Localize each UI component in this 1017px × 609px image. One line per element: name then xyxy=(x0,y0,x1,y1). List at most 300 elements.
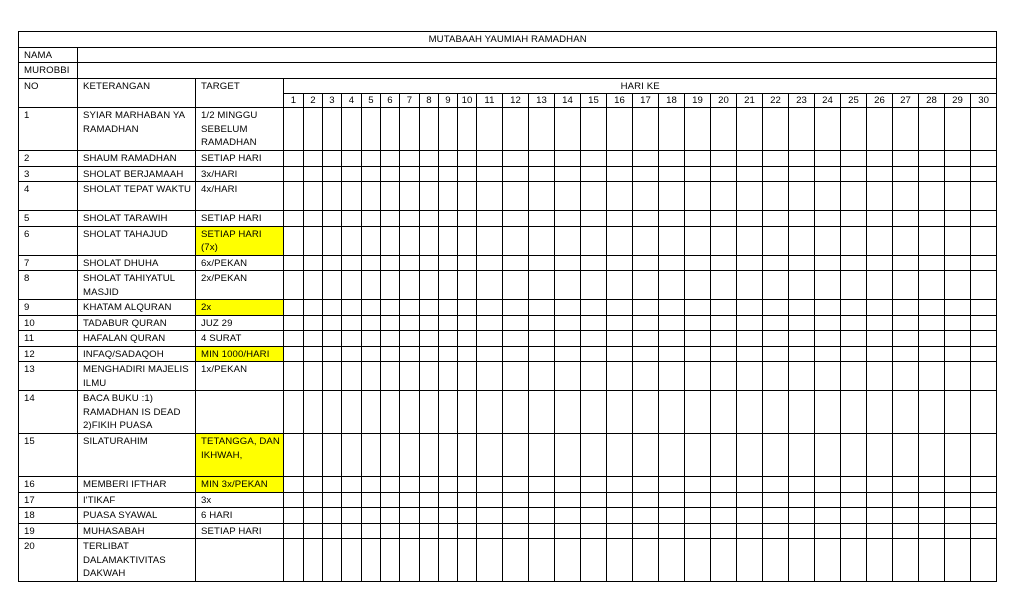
day-check-cell[interactable] xyxy=(633,362,659,391)
day-check-cell[interactable] xyxy=(815,539,841,582)
day-check-cell[interactable] xyxy=(867,508,893,524)
day-check-cell[interactable] xyxy=(555,434,581,477)
day-check-cell[interactable] xyxy=(763,182,789,211)
day-check-cell[interactable] xyxy=(381,346,400,362)
day-check-cell[interactable] xyxy=(737,166,763,182)
day-check-cell[interactable] xyxy=(945,151,971,167)
day-check-cell[interactable] xyxy=(971,523,997,539)
day-check-cell[interactable] xyxy=(304,391,323,434)
day-check-cell[interactable] xyxy=(400,315,420,331)
day-check-cell[interactable] xyxy=(284,182,304,211)
day-check-cell[interactable] xyxy=(763,315,789,331)
day-check-cell[interactable] xyxy=(893,362,919,391)
day-check-cell[interactable] xyxy=(581,151,607,167)
day-check-cell[interactable] xyxy=(529,492,555,508)
day-check-cell[interactable] xyxy=(867,300,893,316)
day-check-cell[interactable] xyxy=(737,271,763,300)
day-check-cell[interactable] xyxy=(362,434,381,477)
day-check-cell[interactable] xyxy=(555,151,581,167)
day-check-cell[interactable] xyxy=(815,523,841,539)
day-check-cell[interactable] xyxy=(867,331,893,347)
day-check-cell[interactable] xyxy=(503,492,529,508)
day-check-cell[interactable] xyxy=(439,300,458,316)
day-check-cell[interactable] xyxy=(477,492,503,508)
day-check-cell[interactable] xyxy=(420,492,439,508)
day-check-cell[interactable] xyxy=(737,331,763,347)
day-check-cell[interactable] xyxy=(529,523,555,539)
day-check-cell[interactable] xyxy=(867,434,893,477)
day-check-cell[interactable] xyxy=(971,255,997,271)
day-check-cell[interactable] xyxy=(581,315,607,331)
day-check-cell[interactable] xyxy=(711,182,737,211)
day-check-cell[interactable] xyxy=(971,508,997,524)
day-check-cell[interactable] xyxy=(381,362,400,391)
day-check-cell[interactable] xyxy=(362,523,381,539)
day-check-cell[interactable] xyxy=(893,477,919,493)
day-check-cell[interactable] xyxy=(711,331,737,347)
day-check-cell[interactable] xyxy=(581,182,607,211)
day-check-cell[interactable] xyxy=(607,434,633,477)
day-check-cell[interactable] xyxy=(529,315,555,331)
day-check-cell[interactable] xyxy=(893,492,919,508)
day-check-cell[interactable] xyxy=(400,346,420,362)
day-check-cell[interactable] xyxy=(342,492,362,508)
day-check-cell[interactable] xyxy=(284,508,304,524)
day-check-cell[interactable] xyxy=(581,477,607,493)
day-check-cell[interactable] xyxy=(815,492,841,508)
day-check-cell[interactable] xyxy=(607,166,633,182)
day-check-cell[interactable] xyxy=(284,434,304,477)
day-check-cell[interactable] xyxy=(659,108,685,151)
day-check-cell[interactable] xyxy=(362,300,381,316)
day-check-cell[interactable] xyxy=(607,492,633,508)
day-check-cell[interactable] xyxy=(420,255,439,271)
day-check-cell[interactable] xyxy=(945,300,971,316)
murobbi-value[interactable] xyxy=(78,63,997,79)
day-check-cell[interactable] xyxy=(400,182,420,211)
day-check-cell[interactable] xyxy=(789,477,815,493)
day-check-cell[interactable] xyxy=(919,346,945,362)
day-check-cell[interactable] xyxy=(342,331,362,347)
day-check-cell[interactable] xyxy=(555,492,581,508)
day-check-cell[interactable] xyxy=(711,492,737,508)
day-check-cell[interactable] xyxy=(633,151,659,167)
day-check-cell[interactable] xyxy=(323,151,342,167)
day-check-cell[interactable] xyxy=(304,182,323,211)
day-check-cell[interactable] xyxy=(685,391,711,434)
day-check-cell[interactable] xyxy=(323,391,342,434)
day-check-cell[interactable] xyxy=(362,166,381,182)
day-check-cell[interactable] xyxy=(867,211,893,227)
day-check-cell[interactable] xyxy=(400,434,420,477)
day-check-cell[interactable] xyxy=(342,300,362,316)
day-check-cell[interactable] xyxy=(555,508,581,524)
day-check-cell[interactable] xyxy=(607,255,633,271)
day-check-cell[interactable] xyxy=(789,508,815,524)
day-check-cell[interactable] xyxy=(420,362,439,391)
day-check-cell[interactable] xyxy=(323,508,342,524)
day-check-cell[interactable] xyxy=(841,492,867,508)
day-check-cell[interactable] xyxy=(581,539,607,582)
day-check-cell[interactable] xyxy=(581,108,607,151)
day-check-cell[interactable] xyxy=(815,508,841,524)
day-check-cell[interactable] xyxy=(971,362,997,391)
day-check-cell[interactable] xyxy=(633,492,659,508)
day-check-cell[interactable] xyxy=(342,255,362,271)
day-check-cell[interactable] xyxy=(581,331,607,347)
day-check-cell[interactable] xyxy=(633,434,659,477)
day-check-cell[interactable] xyxy=(945,477,971,493)
day-check-cell[interactable] xyxy=(420,523,439,539)
day-check-cell[interactable] xyxy=(323,523,342,539)
day-check-cell[interactable] xyxy=(362,492,381,508)
day-check-cell[interactable] xyxy=(362,539,381,582)
day-check-cell[interactable] xyxy=(581,255,607,271)
day-check-cell[interactable] xyxy=(439,255,458,271)
name-value[interactable] xyxy=(78,47,997,63)
day-check-cell[interactable] xyxy=(503,182,529,211)
day-check-cell[interactable] xyxy=(919,300,945,316)
day-check-cell[interactable] xyxy=(919,508,945,524)
day-check-cell[interactable] xyxy=(711,391,737,434)
day-check-cell[interactable] xyxy=(659,477,685,493)
day-check-cell[interactable] xyxy=(945,315,971,331)
day-check-cell[interactable] xyxy=(971,300,997,316)
day-check-cell[interactable] xyxy=(737,226,763,255)
day-check-cell[interactable] xyxy=(763,226,789,255)
day-check-cell[interactable] xyxy=(529,211,555,227)
day-check-cell[interactable] xyxy=(420,508,439,524)
day-check-cell[interactable] xyxy=(763,151,789,167)
day-check-cell[interactable] xyxy=(841,315,867,331)
day-check-cell[interactable] xyxy=(342,391,362,434)
day-check-cell[interactable] xyxy=(633,523,659,539)
day-check-cell[interactable] xyxy=(381,315,400,331)
day-check-cell[interactable] xyxy=(711,346,737,362)
day-check-cell[interactable] xyxy=(789,151,815,167)
day-check-cell[interactable] xyxy=(815,226,841,255)
day-check-cell[interactable] xyxy=(581,492,607,508)
day-check-cell[interactable] xyxy=(737,151,763,167)
day-check-cell[interactable] xyxy=(815,331,841,347)
day-check-cell[interactable] xyxy=(529,508,555,524)
day-check-cell[interactable] xyxy=(284,211,304,227)
day-check-cell[interactable] xyxy=(633,391,659,434)
day-check-cell[interactable] xyxy=(503,508,529,524)
day-check-cell[interactable] xyxy=(737,346,763,362)
day-check-cell[interactable] xyxy=(400,166,420,182)
day-check-cell[interactable] xyxy=(789,300,815,316)
day-check-cell[interactable] xyxy=(633,226,659,255)
day-check-cell[interactable] xyxy=(607,346,633,362)
day-check-cell[interactable] xyxy=(685,108,711,151)
day-check-cell[interactable] xyxy=(581,523,607,539)
day-check-cell[interactable] xyxy=(400,508,420,524)
day-check-cell[interactable] xyxy=(323,331,342,347)
day-check-cell[interactable] xyxy=(420,166,439,182)
day-check-cell[interactable] xyxy=(659,166,685,182)
day-check-cell[interactable] xyxy=(685,434,711,477)
day-check-cell[interactable] xyxy=(439,151,458,167)
day-check-cell[interactable] xyxy=(304,255,323,271)
day-check-cell[interactable] xyxy=(711,477,737,493)
day-check-cell[interactable] xyxy=(685,508,711,524)
day-check-cell[interactable] xyxy=(789,523,815,539)
day-check-cell[interactable] xyxy=(919,477,945,493)
day-check-cell[interactable] xyxy=(439,362,458,391)
day-check-cell[interactable] xyxy=(841,477,867,493)
day-check-cell[interactable] xyxy=(737,300,763,316)
day-check-cell[interactable] xyxy=(323,315,342,331)
day-check-cell[interactable] xyxy=(439,108,458,151)
day-check-cell[interactable] xyxy=(893,271,919,300)
day-check-cell[interactable] xyxy=(815,300,841,316)
day-check-cell[interactable] xyxy=(477,315,503,331)
day-check-cell[interactable] xyxy=(789,271,815,300)
day-check-cell[interactable] xyxy=(789,211,815,227)
day-check-cell[interactable] xyxy=(400,331,420,347)
day-check-cell[interactable] xyxy=(659,315,685,331)
day-check-cell[interactable] xyxy=(304,315,323,331)
day-check-cell[interactable] xyxy=(477,477,503,493)
day-check-cell[interactable] xyxy=(458,492,477,508)
day-check-cell[interactable] xyxy=(477,151,503,167)
day-check-cell[interactable] xyxy=(439,523,458,539)
day-check-cell[interactable] xyxy=(737,492,763,508)
day-check-cell[interactable] xyxy=(458,346,477,362)
day-check-cell[interactable] xyxy=(323,477,342,493)
day-check-cell[interactable] xyxy=(841,255,867,271)
day-check-cell[interactable] xyxy=(458,434,477,477)
day-check-cell[interactable] xyxy=(503,523,529,539)
day-check-cell[interactable] xyxy=(581,346,607,362)
day-check-cell[interactable] xyxy=(362,362,381,391)
day-check-cell[interactable] xyxy=(555,166,581,182)
day-check-cell[interactable] xyxy=(342,211,362,227)
day-check-cell[interactable] xyxy=(323,434,342,477)
day-check-cell[interactable] xyxy=(867,315,893,331)
day-check-cell[interactable] xyxy=(659,211,685,227)
day-check-cell[interactable] xyxy=(477,539,503,582)
day-check-cell[interactable] xyxy=(458,331,477,347)
day-check-cell[interactable] xyxy=(633,255,659,271)
day-check-cell[interactable] xyxy=(477,523,503,539)
day-check-cell[interactable] xyxy=(323,346,342,362)
day-check-cell[interactable] xyxy=(841,108,867,151)
day-check-cell[interactable] xyxy=(581,508,607,524)
day-check-cell[interactable] xyxy=(607,523,633,539)
day-check-cell[interactable] xyxy=(659,346,685,362)
day-check-cell[interactable] xyxy=(304,346,323,362)
day-check-cell[interactable] xyxy=(841,166,867,182)
day-check-cell[interactable] xyxy=(420,434,439,477)
day-check-cell[interactable] xyxy=(659,539,685,582)
day-check-cell[interactable] xyxy=(458,151,477,167)
day-check-cell[interactable] xyxy=(789,255,815,271)
day-check-cell[interactable] xyxy=(893,508,919,524)
day-check-cell[interactable] xyxy=(815,108,841,151)
day-check-cell[interactable] xyxy=(342,151,362,167)
day-check-cell[interactable] xyxy=(503,331,529,347)
day-check-cell[interactable] xyxy=(971,211,997,227)
day-check-cell[interactable] xyxy=(685,477,711,493)
day-check-cell[interactable] xyxy=(893,255,919,271)
day-check-cell[interactable] xyxy=(400,108,420,151)
day-check-cell[interactable] xyxy=(555,539,581,582)
day-check-cell[interactable] xyxy=(458,508,477,524)
day-check-cell[interactable] xyxy=(400,391,420,434)
day-check-cell[interactable] xyxy=(659,434,685,477)
day-check-cell[interactable] xyxy=(362,508,381,524)
day-check-cell[interactable] xyxy=(439,182,458,211)
day-check-cell[interactable] xyxy=(685,492,711,508)
day-check-cell[interactable] xyxy=(342,166,362,182)
day-check-cell[interactable] xyxy=(841,211,867,227)
day-check-cell[interactable] xyxy=(841,346,867,362)
day-check-cell[interactable] xyxy=(659,362,685,391)
day-check-cell[interactable] xyxy=(362,331,381,347)
day-check-cell[interactable] xyxy=(581,226,607,255)
day-check-cell[interactable] xyxy=(477,391,503,434)
day-check-cell[interactable] xyxy=(919,391,945,434)
day-check-cell[interactable] xyxy=(555,315,581,331)
day-check-cell[interactable] xyxy=(659,226,685,255)
day-check-cell[interactable] xyxy=(711,166,737,182)
day-check-cell[interactable] xyxy=(607,211,633,227)
day-check-cell[interactable] xyxy=(400,523,420,539)
day-check-cell[interactable] xyxy=(362,182,381,211)
day-check-cell[interactable] xyxy=(284,151,304,167)
day-check-cell[interactable] xyxy=(737,108,763,151)
day-check-cell[interactable] xyxy=(789,346,815,362)
day-check-cell[interactable] xyxy=(323,539,342,582)
day-check-cell[interactable] xyxy=(867,391,893,434)
day-check-cell[interactable] xyxy=(342,539,362,582)
day-check-cell[interactable] xyxy=(503,151,529,167)
day-check-cell[interactable] xyxy=(971,391,997,434)
day-check-cell[interactable] xyxy=(919,255,945,271)
day-check-cell[interactable] xyxy=(737,508,763,524)
day-check-cell[interactable] xyxy=(659,331,685,347)
day-check-cell[interactable] xyxy=(381,166,400,182)
day-check-cell[interactable] xyxy=(841,331,867,347)
day-check-cell[interactable] xyxy=(400,539,420,582)
day-check-cell[interactable] xyxy=(607,151,633,167)
day-check-cell[interactable] xyxy=(763,300,789,316)
day-check-cell[interactable] xyxy=(893,166,919,182)
day-check-cell[interactable] xyxy=(477,255,503,271)
day-check-cell[interactable] xyxy=(815,346,841,362)
day-check-cell[interactable] xyxy=(284,346,304,362)
day-check-cell[interactable] xyxy=(342,271,362,300)
day-check-cell[interactable] xyxy=(971,226,997,255)
day-check-cell[interactable] xyxy=(633,331,659,347)
day-check-cell[interactable] xyxy=(458,477,477,493)
day-check-cell[interactable] xyxy=(971,182,997,211)
day-check-cell[interactable] xyxy=(945,226,971,255)
day-check-cell[interactable] xyxy=(815,315,841,331)
day-check-cell[interactable] xyxy=(815,182,841,211)
day-check-cell[interactable] xyxy=(529,182,555,211)
day-check-cell[interactable] xyxy=(529,391,555,434)
day-check-cell[interactable] xyxy=(945,523,971,539)
day-check-cell[interactable] xyxy=(323,271,342,300)
day-check-cell[interactable] xyxy=(789,492,815,508)
day-check-cell[interactable] xyxy=(633,477,659,493)
day-check-cell[interactable] xyxy=(503,315,529,331)
day-check-cell[interactable] xyxy=(381,523,400,539)
day-check-cell[interactable] xyxy=(633,300,659,316)
day-check-cell[interactable] xyxy=(737,523,763,539)
day-check-cell[interactable] xyxy=(867,346,893,362)
day-check-cell[interactable] xyxy=(633,315,659,331)
day-check-cell[interactable] xyxy=(841,539,867,582)
day-check-cell[interactable] xyxy=(458,315,477,331)
day-check-cell[interactable] xyxy=(685,300,711,316)
day-check-cell[interactable] xyxy=(763,255,789,271)
day-check-cell[interactable] xyxy=(477,226,503,255)
day-check-cell[interactable] xyxy=(555,108,581,151)
day-check-cell[interactable] xyxy=(420,346,439,362)
day-check-cell[interactable] xyxy=(919,331,945,347)
day-check-cell[interactable] xyxy=(400,300,420,316)
day-check-cell[interactable] xyxy=(342,182,362,211)
day-check-cell[interactable] xyxy=(420,108,439,151)
day-check-cell[interactable] xyxy=(458,182,477,211)
day-check-cell[interactable] xyxy=(503,539,529,582)
day-check-cell[interactable] xyxy=(362,108,381,151)
day-check-cell[interactable] xyxy=(555,271,581,300)
day-check-cell[interactable] xyxy=(342,226,362,255)
day-check-cell[interactable] xyxy=(420,315,439,331)
day-check-cell[interactable] xyxy=(711,151,737,167)
day-check-cell[interactable] xyxy=(362,346,381,362)
day-check-cell[interactable] xyxy=(581,391,607,434)
day-check-cell[interactable] xyxy=(304,523,323,539)
day-check-cell[interactable] xyxy=(284,331,304,347)
day-check-cell[interactable] xyxy=(659,271,685,300)
day-check-cell[interactable] xyxy=(304,508,323,524)
day-check-cell[interactable] xyxy=(503,255,529,271)
day-check-cell[interactable] xyxy=(685,315,711,331)
day-check-cell[interactable] xyxy=(381,300,400,316)
day-check-cell[interactable] xyxy=(529,477,555,493)
day-check-cell[interactable] xyxy=(607,391,633,434)
day-check-cell[interactable] xyxy=(763,508,789,524)
day-check-cell[interactable] xyxy=(458,108,477,151)
day-check-cell[interactable] xyxy=(633,211,659,227)
day-check-cell[interactable] xyxy=(841,182,867,211)
day-check-cell[interactable] xyxy=(304,166,323,182)
day-check-cell[interactable] xyxy=(503,346,529,362)
day-check-cell[interactable] xyxy=(945,508,971,524)
day-check-cell[interactable] xyxy=(458,226,477,255)
day-check-cell[interactable] xyxy=(323,226,342,255)
day-check-cell[interactable] xyxy=(304,271,323,300)
day-check-cell[interactable] xyxy=(477,211,503,227)
day-check-cell[interactable] xyxy=(867,166,893,182)
day-check-cell[interactable] xyxy=(400,211,420,227)
day-check-cell[interactable] xyxy=(581,166,607,182)
day-check-cell[interactable] xyxy=(763,523,789,539)
day-check-cell[interactable] xyxy=(284,271,304,300)
day-check-cell[interactable] xyxy=(400,271,420,300)
day-check-cell[interactable] xyxy=(919,108,945,151)
day-check-cell[interactable] xyxy=(685,255,711,271)
day-check-cell[interactable] xyxy=(400,362,420,391)
day-check-cell[interactable] xyxy=(477,271,503,300)
day-check-cell[interactable] xyxy=(971,477,997,493)
